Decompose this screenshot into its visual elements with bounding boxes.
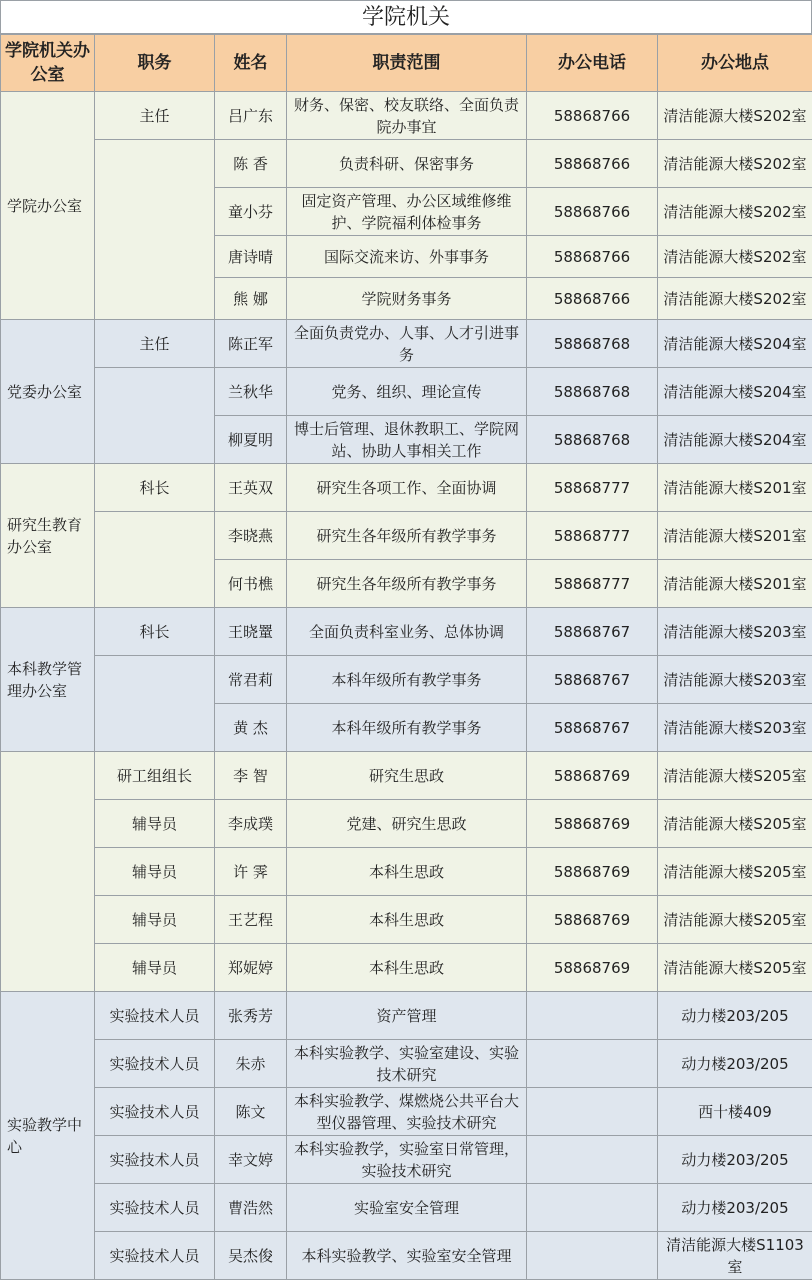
duty-cell: 本科实验教学、煤燃烧公共平台大型仪器管理、实验技术研究 [287,1088,527,1136]
table-row [1,1040,812,1088]
role-cell [95,368,215,464]
table-row [1,896,812,944]
duty-cell: 党务、组织、理论宣传 [287,368,527,416]
duty-cell: 全面负责党办、人事、人才引进事务 [287,320,527,368]
header-dept: 学院机关办公室 [1,35,95,92]
table-row [1,512,812,560]
role-cell [95,656,215,752]
header-name: 姓名 [215,35,287,92]
name-cell: 常君莉 [215,656,287,704]
location-cell: 清洁能源大楼S204室 [658,416,812,464]
phone-cell: 58868766 [527,278,658,320]
phone-cell: 58868766 [527,140,658,188]
name-cell: 许 霁 [215,848,287,896]
phone-cell: 58868777 [527,560,658,608]
location-cell: 清洁能源大楼S203室 [658,656,812,704]
location-cell: 动力楼203/205 [658,992,812,1040]
name-cell: 熊 娜 [215,278,287,320]
table-row [1,800,812,848]
location-cell: 清洁能源大楼S202室 [658,236,812,278]
phone-cell: 58868769 [527,752,658,800]
name-cell: 陈 香 [215,140,287,188]
duty-cell: 本科生思政 [287,896,527,944]
role-cell: 主任 [95,92,215,140]
name-cell: 李成璞 [215,800,287,848]
phone-cell [527,992,658,1040]
table-row [1,1184,812,1232]
duty-cell: 研究生思政 [287,752,527,800]
duty-cell: 本科生思政 [287,848,527,896]
role-cell: 研工组组长 [95,752,215,800]
role-cell: 辅导员 [95,848,215,896]
phone-cell [527,1232,658,1280]
staff-table [0,34,812,1280]
table-row [1,944,812,992]
role-cell [95,140,215,320]
header-location: 办公地点 [658,35,812,92]
role-cell: 辅导员 [95,944,215,992]
location-cell: 清洁能源大楼S203室 [658,608,812,656]
duty-cell: 博士后管理、退休教职工、学院网站、协助人事相关工作 [287,416,527,464]
name-cell: 李 智 [215,752,287,800]
dept-cell [1,752,95,992]
name-cell: 陈正军 [215,320,287,368]
duty-cell: 本科实验教学、实验室安全管理 [287,1232,527,1280]
duty-cell: 负责科研、保密事务 [287,140,527,188]
phone-cell: 58868766 [527,236,658,278]
location-cell: 清洁能源大楼S201室 [658,464,812,512]
duty-cell: 全面负责科室业务、总体协调 [287,608,527,656]
name-cell: 幸文婷 [215,1136,287,1184]
dept-cell: 党委办公室 [1,320,95,464]
phone-cell: 58868769 [527,848,658,896]
location-cell: 清洁能源大楼S202室 [658,278,812,320]
name-cell: 曹浩然 [215,1184,287,1232]
name-cell: 吴杰俊 [215,1232,287,1280]
dept-cell: 本科教学管理办公室 [1,608,95,752]
role-cell: 科长 [95,464,215,512]
phone-cell: 58868766 [527,188,658,236]
location-cell: 清洁能源大楼S202室 [658,92,812,140]
duty-cell: 财务、保密、校友联络、全面负责院办事宜 [287,92,527,140]
phone-cell [527,1184,658,1232]
duty-cell: 研究生各年级所有教学事务 [287,560,527,608]
header-phone: 办公电话 [527,35,658,92]
name-cell: 王晓罿 [215,608,287,656]
location-cell: 清洁能源大楼S205室 [658,944,812,992]
role-cell: 主任 [95,320,215,368]
name-cell: 黄 杰 [215,704,287,752]
duty-cell: 党建、研究生思政 [287,800,527,848]
role-cell: 实验技术人员 [95,992,215,1040]
role-cell: 实验技术人员 [95,1136,215,1184]
phone-cell [527,1088,658,1136]
table-row [1,140,812,188]
location-cell: 西十楼409 [658,1088,812,1136]
dept-cell: 实验教学中心 [1,992,95,1280]
table-row [1,1088,812,1136]
name-cell: 童小芬 [215,188,287,236]
role-cell: 实验技术人员 [95,1040,215,1088]
phone-cell: 58868767 [527,656,658,704]
duty-cell: 本科实验教学、实验室建设、实验技术研究 [287,1040,527,1088]
name-cell: 何书樵 [215,560,287,608]
table-row [1,848,812,896]
name-cell: 朱赤 [215,1040,287,1088]
phone-cell: 58868768 [527,320,658,368]
location-cell: 清洁能源大楼S205室 [658,800,812,848]
location-cell: 清洁能源大楼S204室 [658,320,812,368]
name-cell: 王艺程 [215,896,287,944]
phone-cell [527,1136,658,1184]
location-cell: 清洁能源大楼S204室 [658,368,812,416]
role-cell: 辅导员 [95,896,215,944]
role-cell: 实验技术人员 [95,1232,215,1280]
duty-cell: 本科年级所有教学事务 [287,656,527,704]
dept-cell: 学院办公室 [1,92,95,320]
location-cell: 清洁能源大楼S205室 [658,848,812,896]
location-cell: 动力楼203/205 [658,1040,812,1088]
duty-cell: 资产管理 [287,992,527,1040]
table-row [1,1136,812,1184]
table-row [1,368,812,416]
duty-cell: 实验室安全管理 [287,1184,527,1232]
duty-cell: 本科实验教学，实验室日常管理，实验技术研究 [287,1136,527,1184]
location-cell: 动力楼203/205 [658,1136,812,1184]
table-body [1,92,812,1280]
location-cell: 清洁能源大楼S201室 [658,512,812,560]
phone-cell: 58868767 [527,704,658,752]
sheet-title: 学院机关 [0,0,812,34]
location-cell: 清洁能源大楼S201室 [658,560,812,608]
name-cell: 郑妮婷 [215,944,287,992]
name-cell: 张秀芳 [215,992,287,1040]
duty-cell: 国际交流来访、外事事务 [287,236,527,278]
phone-cell: 58868769 [527,944,658,992]
phone-cell [527,1040,658,1088]
location-cell: 清洁能源大楼S202室 [658,188,812,236]
table-row [1,608,812,656]
table-row [1,656,812,704]
location-cell: 清洁能源大楼S203室 [658,704,812,752]
duty-cell: 研究生各年级所有教学事务 [287,512,527,560]
duty-cell: 学院财务事务 [287,278,527,320]
phone-cell: 58868768 [527,416,658,464]
name-cell: 吕广东 [215,92,287,140]
location-cell: 清洁能源大楼S202室 [658,140,812,188]
duty-cell: 研究生各项工作、全面协调 [287,464,527,512]
phone-cell: 58868769 [527,896,658,944]
duty-cell: 本科生思政 [287,944,527,992]
name-cell: 唐诗晴 [215,236,287,278]
role-cell [95,512,215,608]
phone-cell: 58868777 [527,464,658,512]
header-row [1,35,812,92]
name-cell: 李晓燕 [215,512,287,560]
header-role: 职务 [95,35,215,92]
table-row [1,320,812,368]
phone-cell: 58868766 [527,92,658,140]
location-cell: 清洁能源大楼S205室 [658,896,812,944]
name-cell: 陈文 [215,1088,287,1136]
phone-cell: 58868768 [527,368,658,416]
header-duty: 职责范围 [287,35,527,92]
role-cell: 实验技术人员 [95,1184,215,1232]
location-cell: 清洁能源大楼S1103室 [658,1232,812,1280]
name-cell: 柳夏明 [215,416,287,464]
location-cell: 动力楼203/205 [658,1184,812,1232]
table-row [1,1232,812,1280]
phone-cell: 58868777 [527,512,658,560]
role-cell: 辅导员 [95,800,215,848]
table-row [1,464,812,512]
table-row [1,992,812,1040]
phone-cell: 58868767 [527,608,658,656]
location-cell: 清洁能源大楼S205室 [658,752,812,800]
role-cell: 实验技术人员 [95,1088,215,1136]
dept-cell: 研究生教育办公室 [1,464,95,608]
table-row [1,92,812,140]
table-row [1,752,812,800]
duty-cell: 本科年级所有教学事务 [287,704,527,752]
phone-cell: 58868769 [527,800,658,848]
role-cell: 科长 [95,608,215,656]
name-cell: 王英双 [215,464,287,512]
name-cell: 兰秋华 [215,368,287,416]
duty-cell: 固定资产管理、办公区域维修维护、学院福利体检事务 [287,188,527,236]
